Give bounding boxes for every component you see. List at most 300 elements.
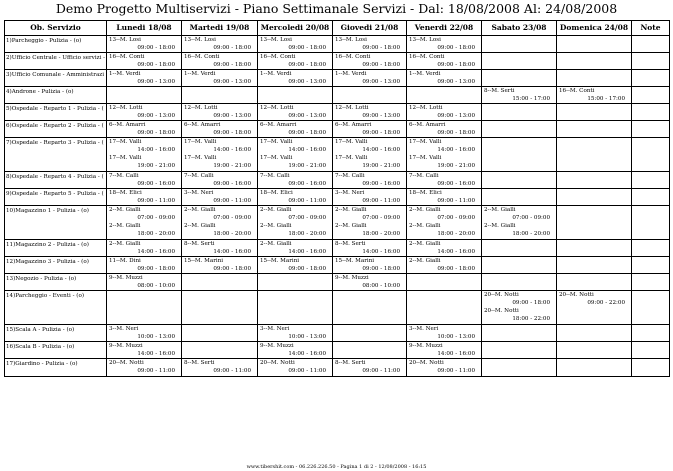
worker-name: 1--M. Verdi [184,71,216,77]
day-cell [182,342,258,359]
shift-time: 09:00 - 16:00 [362,181,400,187]
table-row [5,291,670,325]
day-cell [333,70,407,87]
worker-name: 18--M. Elici [409,190,442,196]
note-cell [632,240,670,257]
day-cell [407,138,482,172]
shift-entry [258,154,332,170]
day-cell [258,36,333,53]
note-cell [632,189,670,206]
shift-time: 09:00 - 18:00 [288,62,326,68]
shift-entry [482,87,556,103]
column-header: Venerdi 22/08 [407,21,482,36]
shift-time: 08:00 - 10:00 [137,283,175,289]
worker-name: 7--M. Calli [184,173,214,179]
shift-time: 10:00 - 13:00 [437,334,475,340]
day-cell [107,138,182,172]
service-cell: 2)Ufficio Centrale - Ufficio servizi - [5,53,107,70]
shift-entry [258,222,332,238]
day-cell [557,87,632,104]
note-cell [632,325,670,342]
worker-name: 15--M. Marini [260,258,300,264]
shift-entry [333,274,406,290]
worker-name: 20--M. Notti [484,308,519,314]
day-cell [482,87,557,104]
column-header: Note [632,21,670,36]
day-cell [182,206,258,240]
shift-entry [182,222,257,238]
day-cell [107,53,182,70]
worker-name: 16--M. Conti [184,54,220,60]
worker-name: 12--M. Lotti [335,105,369,111]
worker-name: 3--M. Neri [409,326,439,332]
day-cell [557,189,632,206]
shift-time: 18:00 - 22:00 [512,316,550,322]
shift-entry [333,240,406,256]
service-cell: 9)Ospedale - Reparto 5 - Pulizia - ( [5,189,107,206]
shift-entry [107,342,181,358]
shift-entry [258,172,332,188]
shift-time: 09:00 - 18:00 [288,266,326,272]
service-cell: 1)Parcheggio - Pulizia - (o) [5,36,107,53]
worker-name: 16--M. Conti [260,54,296,60]
day-cell [557,70,632,87]
worker-name: 17--M. Valli [184,139,217,145]
day-cell [407,257,482,274]
worker-name: 20--M. Notti [109,360,144,366]
day-cell [182,53,258,70]
shift-time: 09:00 - 18:00 [437,130,475,136]
worker-name: 16--M. Conti [559,88,595,94]
day-cell [557,104,632,121]
day-cell [407,36,482,53]
note-cell [632,257,670,274]
shift-time: 09:00 - 18:00 [137,130,175,136]
shift-entry [182,138,257,154]
worker-name: 18--M. Elici [260,190,293,196]
day-cell [557,359,632,377]
shift-entry [107,325,181,341]
shift-time: 09:00 - 11:00 [213,198,251,204]
worker-name: 16--M. Conti [335,54,371,60]
day-cell [333,240,407,257]
shift-time: 14:00 - 16:00 [437,351,475,357]
shift-time: 09:00 - 18:00 [512,300,550,306]
shift-time: 09:00 - 18:00 [137,266,175,272]
page-footer: www.tibershit.com - 06.226.226.50 - Pagina 1 di 2 - 12/08/2008 - 16:15 [246,464,427,470]
shift-entry [182,154,257,170]
service-cell: 5)Ospedale - Reparto 1 - Pulizia - ( [5,104,107,121]
shift-time: 09:00 - 11:00 [362,368,400,374]
shift-time: 09:00 - 18:00 [362,266,400,272]
shift-time: 09:00 - 13:00 [137,79,175,85]
worker-name: 3--M. Neri [109,326,139,332]
day-cell [107,257,182,274]
shift-entry [258,359,332,375]
shift-time: 07:00 - 09:00 [137,215,175,221]
shift-entry [333,222,406,238]
day-cell [258,138,333,172]
worker-name: 1--M. Verdi [335,71,367,77]
worker-name: 2--M. Gialli [409,223,441,229]
day-cell [482,104,557,121]
shift-time: 09:00 - 22:00 [587,300,625,306]
shift-entry [333,104,406,120]
worker-name: 17--M. Valli [335,139,368,145]
day-cell [107,172,182,189]
day-cell [258,325,333,342]
shift-entry [407,154,481,170]
shift-time: 09:00 - 18:00 [437,266,475,272]
day-cell [258,274,333,291]
shift-entry [407,189,481,205]
worker-name: 8--M. Serti [484,88,515,94]
shift-time: 09:00 - 16:00 [213,181,251,187]
shift-time: 10:00 - 13:00 [288,334,326,340]
worker-name: 17--M. Valli [260,155,293,161]
table-row [5,138,670,172]
shift-time: 09:00 - 11:00 [437,198,475,204]
note-cell [632,36,670,53]
worker-name: 9--M. Muzzi [335,275,369,281]
worker-name: 2--M. Gialli [484,207,516,213]
shift-time: 14:00 - 16:00 [213,147,251,153]
day-cell [258,240,333,257]
shift-time: 09:00 - 18:00 [213,266,251,272]
day-cell [107,87,182,104]
worker-name: 9--M. Muzzi [109,275,143,281]
shift-entry [407,36,481,52]
note-cell [632,121,670,138]
day-cell [258,87,333,104]
service-cell: 15)Scala A - Pulizia - (o) [5,325,107,342]
day-cell [557,325,632,342]
shift-time: 19:00 - 21:00 [437,163,475,169]
shift-time: 09:00 - 13:00 [213,113,251,119]
shift-time: 09:00 - 11:00 [288,198,326,204]
worker-name: 12--M. Lotti [184,105,218,111]
table-row [5,342,670,359]
shift-time: 18:00 - 20:00 [437,231,475,237]
shift-entry [107,36,181,52]
shift-time: 09:00 - 13:00 [213,79,251,85]
worker-name: 2--M. Gialli [109,223,141,229]
day-cell [557,172,632,189]
shift-entry [107,154,181,170]
day-cell [482,138,557,172]
worker-name: 7--M. Calli [109,173,139,179]
worker-name: 13--M. Losi [184,37,216,43]
shift-time: 09:00 - 13:00 [288,113,326,119]
shift-time: 18:00 - 20:00 [362,231,400,237]
day-cell [557,206,632,240]
shift-entry [407,172,481,188]
worker-name: 18--M. Elici [109,190,142,196]
table-row [5,189,670,206]
day-cell [482,342,557,359]
day-cell [407,240,482,257]
shift-entry [107,274,181,290]
worker-name: 8--M. Serti [184,241,215,247]
day-cell [333,36,407,53]
day-cell [107,206,182,240]
day-cell [182,240,258,257]
worker-name: 1--M. Verdi [409,71,441,77]
note-cell [632,104,670,121]
shift-entry [557,291,631,307]
shift-time: 09:00 - 18:00 [288,130,326,136]
worker-name: 8--M. Serti [335,360,366,366]
day-cell [258,53,333,70]
worker-name: 2--M. Gialli [109,241,141,247]
note-cell [632,87,670,104]
day-cell [258,291,333,325]
worker-name: 7--M. Calli [409,173,439,179]
day-cell [107,70,182,87]
day-cell [107,240,182,257]
shift-time: 09:00 - 18:00 [437,62,475,68]
worker-name: 2--M. Gialli [409,241,441,247]
worker-name: 7--M. Calli [335,173,365,179]
day-cell [482,189,557,206]
column-header: Ob. Servizio [5,21,107,36]
day-cell [407,172,482,189]
shift-entry [407,138,481,154]
note-cell [632,359,670,377]
column-header: Giovedi 21/08 [333,21,407,36]
day-cell [107,359,182,377]
day-cell [333,87,407,104]
day-cell [107,274,182,291]
shift-time: 18:00 - 20:00 [137,231,175,237]
worker-name: 13--M. Losi [335,37,367,43]
shift-time: 09:00 - 18:00 [213,130,251,136]
shift-time: 19:00 - 21:00 [137,163,175,169]
shift-time: 09:00 - 18:00 [288,45,326,51]
column-header: Lunedi 18/08 [107,21,182,36]
shift-entry [482,307,556,323]
day-cell [482,274,557,291]
shift-entry [333,138,406,154]
shift-time: 10:00 - 13:00 [137,334,175,340]
day-cell [333,257,407,274]
worker-name: 2--M. Gialli [335,223,367,229]
day-cell [482,359,557,377]
column-header: Sabato 23/08 [482,21,557,36]
day-cell [333,342,407,359]
shift-time: 19:00 - 21:00 [288,163,326,169]
day-cell [407,70,482,87]
worker-name: 13--M. Losi [109,37,141,43]
day-cell [333,172,407,189]
note-cell [632,138,670,172]
worker-name: 17--M. Valli [409,139,442,145]
shift-entry [258,240,332,256]
day-cell [407,121,482,138]
shift-entry [258,70,332,86]
service-cell: 6)Ospedale - Reparto 2 - Pulizia - ( [5,121,107,138]
shift-time: 07:00 - 09:00 [362,215,400,221]
day-cell [482,206,557,240]
shift-time: 07:00 - 09:00 [512,215,550,221]
day-cell [182,121,258,138]
day-cell [482,325,557,342]
table-row [5,172,670,189]
service-cell: 16)Scala B - Pulizia - (o) [5,342,107,359]
worker-name: 6--M. Amarri [184,122,221,128]
day-cell [557,36,632,53]
shift-entry [407,359,481,375]
table-row [5,240,670,257]
day-cell [182,189,258,206]
day-cell [333,121,407,138]
day-cell [182,172,258,189]
service-cell: 8)Ospedale - Reparto 4 - Pulizia - ( [5,172,107,189]
shift-time: 09:00 - 13:00 [362,113,400,119]
day-cell [407,87,482,104]
shift-time: 09:00 - 18:00 [137,45,175,51]
day-cell [482,53,557,70]
shift-entry [407,257,481,273]
worker-name: 6--M. Amarri [260,122,297,128]
worker-name: 2--M. Gialli [409,207,441,213]
service-cell: 4)Androne - Pulizia - (o) [5,87,107,104]
shift-entry [482,206,556,222]
shift-entry [107,206,181,222]
worker-name: 15--M. Marini [184,258,224,264]
day-cell [258,104,333,121]
shift-time: 09:00 - 13:00 [437,79,475,85]
shift-entry [107,172,181,188]
shift-time: 09:00 - 18:00 [362,62,400,68]
day-cell [182,257,258,274]
shift-entry [107,70,181,86]
shift-time: 09:00 - 16:00 [288,181,326,187]
day-cell [557,342,632,359]
shift-entry [107,104,181,120]
day-cell [333,325,407,342]
worker-name: 9--M. Muzzi [260,343,294,349]
shift-entry [258,189,332,205]
shift-entry [107,222,181,238]
day-cell [258,172,333,189]
shift-time: 09:00 - 18:00 [362,45,400,51]
shift-entry [407,240,481,256]
shift-time: 14:00 - 16:00 [213,249,251,255]
worker-name: 2--M. Gialli [260,207,292,213]
shift-time: 08:00 - 10:00 [362,283,400,289]
day-cell [407,206,482,240]
note-cell [632,274,670,291]
day-cell [107,36,182,53]
worker-name: 3--M. Neri [260,326,290,332]
worker-name: 20--M. Notti [559,292,594,298]
day-cell [107,104,182,121]
shift-entry [258,104,332,120]
worker-name: 12--M. Lotti [260,105,294,111]
table-row [5,70,670,87]
worker-name: 7--M. Calli [260,173,290,179]
shift-entry [258,138,332,154]
shift-entry [182,172,257,188]
worker-name: 20--M. Notti [260,360,295,366]
note-cell [632,70,670,87]
day-cell [107,291,182,325]
shift-entry [107,359,181,375]
shift-time: 07:00 - 09:00 [288,215,326,221]
shift-time: 14:00 - 16:00 [362,147,400,153]
day-cell [407,274,482,291]
column-header: Martedi 19/08 [182,21,258,36]
shift-time: 09:00 - 11:00 [437,368,475,374]
day-cell [407,291,482,325]
day-cell [333,53,407,70]
shift-time: 09:00 - 11:00 [288,368,326,374]
day-cell [258,70,333,87]
shift-time: 09:00 - 18:00 [437,45,475,51]
worker-name: 17--M. Valli [109,155,142,161]
shift-time: 14:00 - 16:00 [288,249,326,255]
worker-name: 1--M. Verdi [109,71,141,77]
day-cell [258,189,333,206]
worker-name: 9--M. Muzzi [109,343,143,349]
day-cell [407,342,482,359]
day-cell [107,189,182,206]
worker-name: 17--M. Valli [184,155,217,161]
table-row [5,325,670,342]
day-cell [182,36,258,53]
shift-entry [333,53,406,69]
shift-entry [258,53,332,69]
day-cell [407,189,482,206]
worker-name: 2--M. Gialli [109,207,141,213]
worker-name: 1--M. Verdi [260,71,292,77]
shift-time: 18:00 - 20:00 [213,231,251,237]
day-cell [482,70,557,87]
shift-time: 09:00 - 13:00 [437,113,475,119]
worker-name: 11--M. Dini [109,258,141,264]
column-header: Domenica 24/08 [557,21,632,36]
day-cell [107,121,182,138]
day-cell [407,104,482,121]
day-cell [333,104,407,121]
worker-name: 2--M. Gialli [184,207,216,213]
table-row [5,53,670,70]
day-cell [407,359,482,377]
shift-entry [407,70,481,86]
shift-entry [182,240,257,256]
shift-entry [407,222,481,238]
worker-name: 15--M. Marini [335,258,375,264]
service-cell: 7)Ospedale - Reparto 3 - Pulizia - ( [5,138,107,172]
day-cell [482,172,557,189]
shift-time: 09:00 - 18:00 [362,130,400,136]
day-cell [107,325,182,342]
day-cell [557,257,632,274]
day-cell [557,274,632,291]
worker-name: 2--M. Gialli [409,258,441,264]
shift-entry [258,325,332,341]
table-row [5,274,670,291]
shift-entry [107,53,181,69]
day-cell [482,291,557,325]
worker-name: 2--M. Gialli [260,241,292,247]
table-row [5,36,670,53]
shift-time: 09:00 - 11:00 [362,198,400,204]
worker-name: 20--M. Notti [409,360,444,366]
table-row [5,257,670,274]
shift-time: 18:00 - 20:00 [288,231,326,237]
